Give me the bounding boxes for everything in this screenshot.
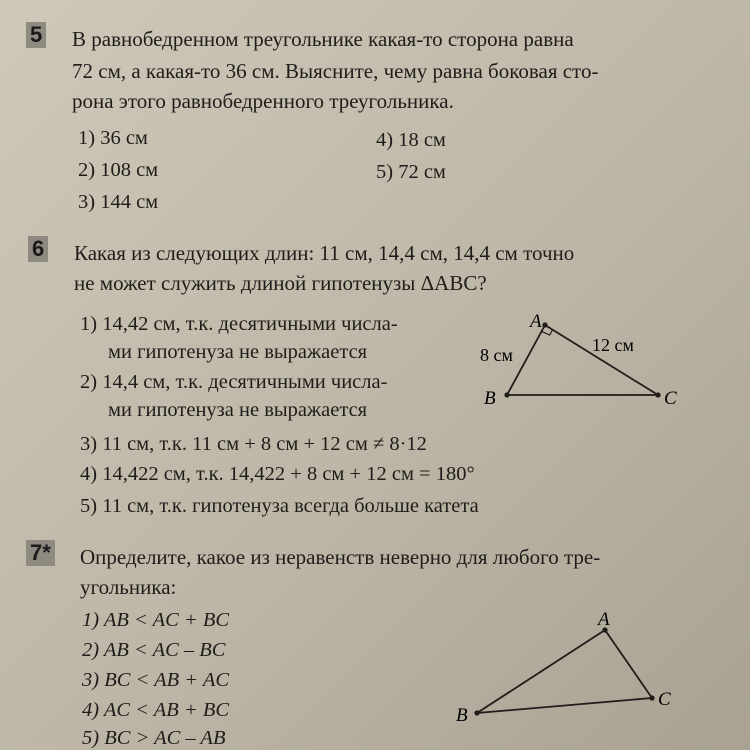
problem-5-option: 1) 36 см	[78, 127, 148, 149]
problem-6-option: ми гипотенуза не выражается	[108, 399, 368, 421]
vertex-b-dot	[474, 710, 479, 715]
problem-5-text-line: 72 см, а какая-то 36 см. Выясните, чему равна боковая сто-	[72, 59, 599, 83]
problem-7-triangle-figure	[450, 605, 690, 730]
vertex-b-dot	[504, 392, 509, 397]
problem-5-text-line: В равнобедренном треугольнике какая-то сторона равна	[72, 27, 574, 51]
problem-7-text-line: Определите, какое из неравенств неверно для любого тре-	[80, 545, 601, 569]
problem-6-number: 6	[28, 236, 48, 262]
vertex-a-label: A	[598, 609, 610, 630]
side-ac-length-label: 12 см	[592, 335, 634, 355]
vertex-b-label: B	[484, 388, 496, 409]
problem-6-option: 5) 11 см, т.к. гипотенуза всегда больше катета	[80, 495, 479, 517]
vertex-c-dot	[649, 695, 654, 700]
problem-5-option: 2) 108 см	[78, 159, 159, 181]
problem-5-option: 5) 72 см	[376, 161, 446, 183]
problem-6-triangle-figure	[470, 305, 700, 420]
triangle-abc-outline	[477, 630, 652, 713]
vertex-c-label: C	[658, 689, 671, 710]
problem-5-option: 3) 144 см	[78, 191, 159, 213]
problem-6-option: 1) 14,42 см, т.к. десятичными числа-	[80, 313, 398, 335]
problem-7-option: 5) BC > AC – AB	[82, 727, 226, 749]
problem-6-option: ми гипотенуза не выражается	[108, 341, 368, 363]
vertex-a-label: A	[530, 311, 542, 332]
problem-7-number: 7*	[26, 540, 55, 566]
problem-6-option: 4) 14,422 см, т.к. 14,422 + 8 см + 12 см = 180°	[80, 463, 475, 485]
problem-7-text-line: угольника:	[80, 575, 177, 599]
problem-7-option: 1) AB < AC + BC	[82, 609, 230, 631]
problem-7-option: 4) AC < AB + BC	[82, 699, 230, 721]
vertex-a-dot	[542, 322, 547, 327]
problem-6-option: 3) 11 см, т.к. 11 см + 8 см + 12 см ≠ 8·12	[80, 433, 427, 455]
problem-6-text-line: не может служить длиной гипотенузы ΔABC?	[74, 271, 487, 295]
triangle-abc-outline	[507, 325, 658, 395]
problem-5-text-line: рона этого равнобедренного треугольника.	[72, 89, 454, 113]
vertex-b-label: B	[456, 705, 468, 726]
problem-6-option: 2) 14,4 см, т.к. десятичными числа-	[80, 371, 388, 393]
vertex-c-dot	[655, 392, 660, 397]
vertex-c-label: C	[664, 388, 677, 409]
problem-7-option: 3) BC < AB + AC	[82, 669, 230, 691]
problem-6-text-line: Какая из следующих длин: 11 см, 14,4 см, 14,4 см точно	[74, 241, 575, 265]
problem-5-number: 5	[26, 22, 46, 48]
problem-7-option: 2) AB < AC – BC	[82, 639, 226, 661]
problem-5-option: 4) 18 см	[376, 129, 446, 151]
side-ab-length-label: 8 см	[480, 345, 513, 365]
